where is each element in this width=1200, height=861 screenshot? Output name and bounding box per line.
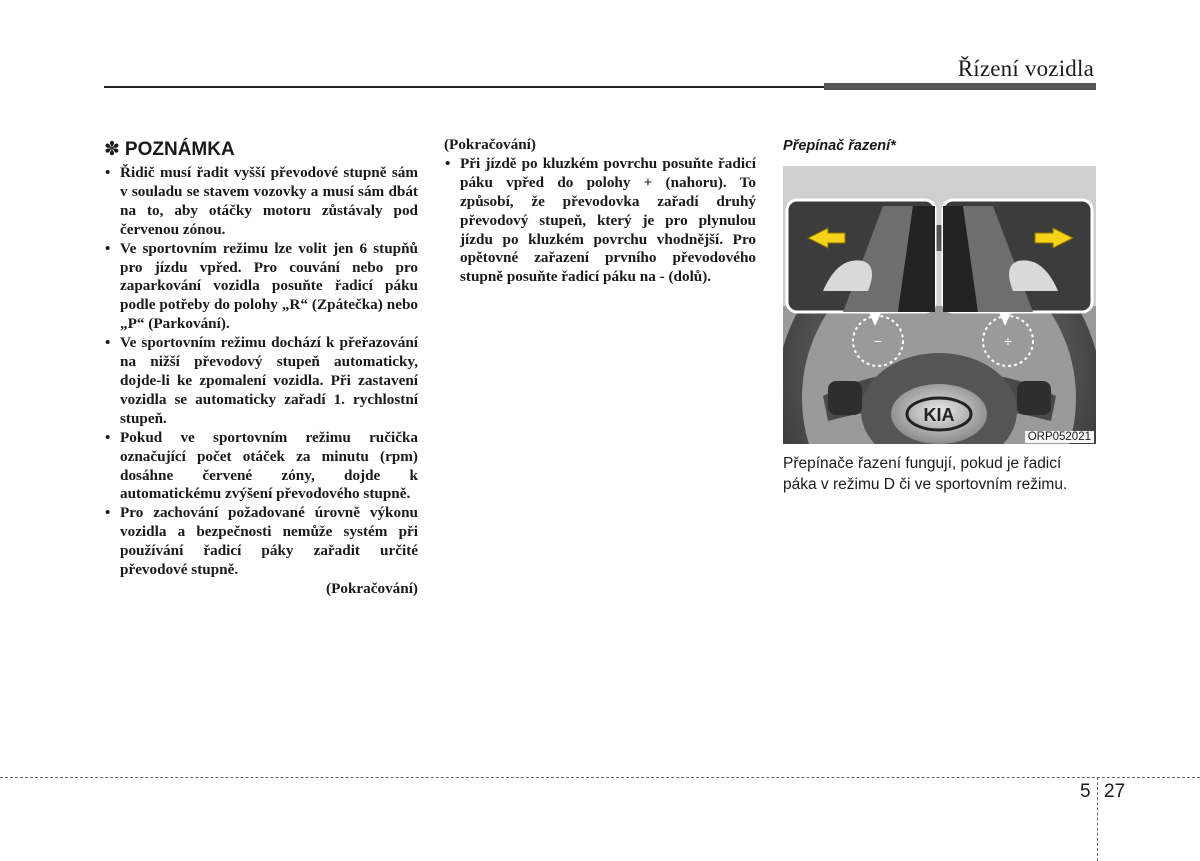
steering-wheel-illustration xyxy=(783,166,1096,444)
note-column xyxy=(104,138,418,599)
figure-code: ORP052021 xyxy=(1025,431,1094,443)
note-bullet-list xyxy=(104,164,418,580)
continued-label: (Pokračování) xyxy=(326,579,418,597)
steering-wheel-figure xyxy=(783,166,1096,444)
minus-mark: − xyxy=(873,333,883,349)
running-header-title: Řízení vozidla xyxy=(957,56,1094,81)
figure-column xyxy=(783,138,1096,495)
note-star-icon: ✽ xyxy=(104,139,120,160)
continued-label: (Pokračování) xyxy=(444,136,536,153)
header-rule-accent xyxy=(824,83,1096,90)
plus-mark: + xyxy=(1003,333,1013,349)
figure-title: Přepínač řazení* xyxy=(783,138,896,154)
footer-rule xyxy=(0,777,1200,778)
page-number: 27 xyxy=(1104,781,1126,802)
minus-paddle-inset xyxy=(787,200,935,312)
note-bullet: • Pro zachování požadované úrovně výkonu vozidla a bezpečnosti nemůže systém při používání řadicí páky zařadit určité převodové stupně. xyxy=(104,504,418,580)
note-bullet: • Řidič musí řadit vyšší převodové stupně sám v souladu se stavem vozovky a musí sám dbát na to, aby otáčky motoru zůstávaly pod červenou zónou. xyxy=(104,164,418,240)
note-bullet: • Ve sportovním režimu dochází k přeřazování na nižší převodový stupeň automaticky, dojde-li ke zpomalení vozidla. Při zastavení vozidla se automaticky zařadí 1. rychlostní stupeň. xyxy=(104,334,418,429)
note-heading-text: POZNÁMKA xyxy=(124,139,235,160)
note-bullet: • Ve sportovním režimu lze volit jen 6 stupňů pro jízdu vpřed. Pro couvání nebo pro zaparkování vozidla posuňte řadicí páku podle potřeby do polohy „R“ (Zpátečka) nebo „P“ (Parkování). xyxy=(104,240,418,335)
kia-logo-text: KIA xyxy=(923,405,955,425)
note-heading xyxy=(104,138,418,162)
header-rule xyxy=(104,86,824,88)
note-bullet: • Pokud ve sportovním režimu ručička označující počet otáček za minutu (rpm) dosáhne červené zóny, dojde k automatickému zvýšení převodového stupně. xyxy=(104,429,418,505)
note-continued-bullet-list xyxy=(444,155,756,287)
left-switch-cluster xyxy=(828,381,862,415)
note-continued-column xyxy=(444,136,756,287)
note-bullet: • Při jízdě po kluzkém povrchu posuňte řadicí páku vpřed do polohy + (nahoru). To způsobí, že převodovka zařadí druhý převodový stupeň, který je pro plynulou jízdu po kluzkém povrchu vhodnější. Pro opětovné zařazení prvního převodového stupně posuňte řadicí páku na - (dolů). xyxy=(444,155,756,287)
footer-divider xyxy=(1097,777,1098,861)
plus-paddle-inset xyxy=(943,200,1092,312)
right-switch-cluster xyxy=(1017,381,1051,415)
chapter-number: 5 xyxy=(1080,781,1091,802)
figure-description: Přepínače řazení fungují, pokud je řadicí páka v režimu D či ve sportovním režimu. xyxy=(783,455,1068,493)
